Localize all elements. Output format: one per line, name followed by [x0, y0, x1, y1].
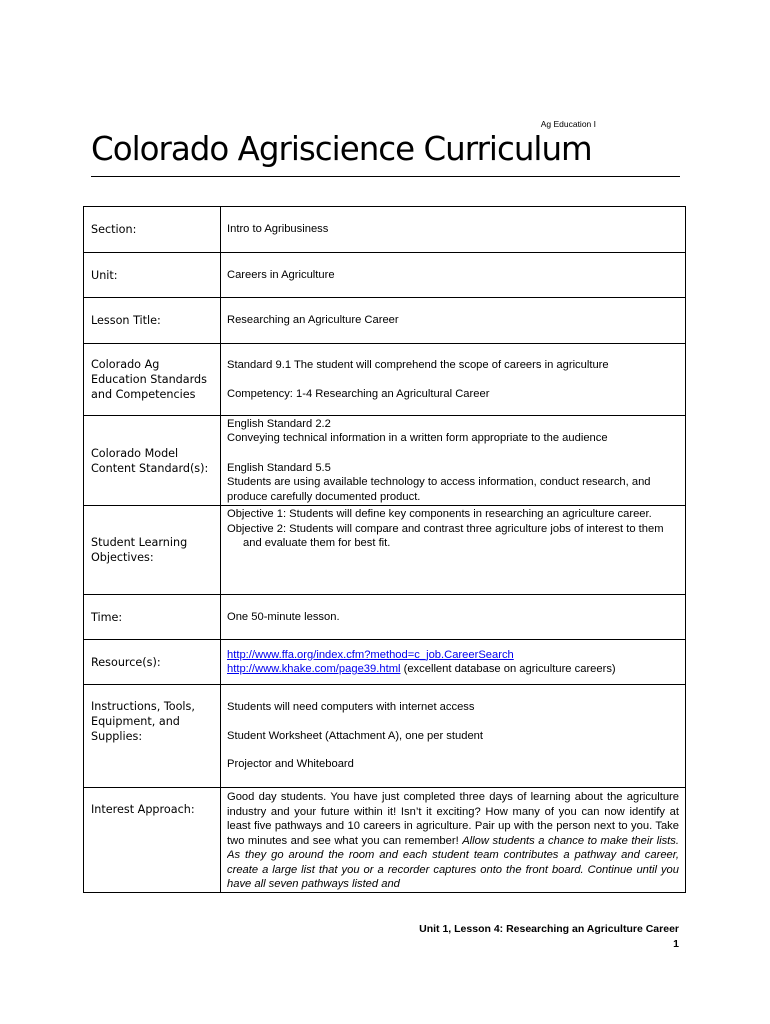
- page-title: Colorado Agriscience Curriculum: [91, 130, 592, 168]
- content-standards-label: Colorado Model Content Standard(s):: [84, 416, 221, 506]
- interest-approach-value: [221, 788, 686, 893]
- supply-item: Students will need computers with internet access: [227, 701, 475, 714]
- instructions-value: [221, 685, 686, 788]
- standards-value: [221, 344, 686, 416]
- content-standards-value: [221, 416, 686, 506]
- table-row: [84, 344, 686, 416]
- competency-text: Competency: 1-4 Researching an Agricultural Career: [227, 387, 490, 400]
- table-row: [84, 298, 686, 344]
- table-row: [84, 416, 686, 506]
- supply-item: Student Worksheet (Attachment A), one per student: [227, 729, 484, 742]
- section-value: Intro to Agribusiness: [221, 207, 686, 253]
- table-row: [84, 207, 686, 253]
- unit-label: Unit:: [84, 253, 221, 298]
- footer-lesson: Unit 1, Lesson 4: Researching an Agriculture Career: [419, 923, 679, 935]
- resources-label: Resource(s):: [84, 640, 221, 685]
- table-row: [84, 788, 686, 893]
- interest-approach-text: [227, 788, 679, 892]
- title-divider: [91, 176, 680, 177]
- objective-1: Objective 1: Students will define key components in researching an agriculture career.: [227, 508, 652, 520]
- instructions-label: Instructions, Tools, Equipment, and Supplies:: [84, 685, 221, 788]
- english-standard-2-text: Students are using available technology to access information, conduct research, and produce carefully documented product.: [227, 476, 651, 503]
- interest-italic-text: Allow students a chance to make their lists. As they go around the room and each student team contributes a pathway and career, create a large list that you or a recorder captures onto the front board. Continue until you have all seven pathways listed and: [227, 834, 679, 890]
- lesson-title-value: Researching an Agriculture Career: [221, 298, 686, 344]
- interest-plain-text: Good day students. You have just completed three days of learning about the agriculture industry and your future within it! Isn’t it exciting? How many of you can now identify at least five pathways and 10 careers in agriculture. Pair up with the person next to you. Take two minutes and see what you can remember!: [227, 791, 679, 847]
- supply-item: Projector and Whiteboard: [227, 758, 354, 771]
- interest-approach-label: Interest Approach:: [84, 788, 221, 893]
- time-label: Time:: [84, 595, 221, 640]
- header-tag: Ag Education I: [540, 119, 596, 129]
- page-footer: [380, 922, 679, 952]
- standard-text: Standard 9.1 The student will comprehend the scope of careers in agriculture: [227, 359, 609, 371]
- english-standard-1-text: Conveying technical information in a written form appropriate to the audience: [227, 432, 608, 445]
- khake-link-note: (excellent database on agriculture careers): [400, 663, 616, 675]
- time-value: One 50-minute lesson.: [221, 595, 686, 640]
- standards-label: Colorado Ag Education Standards and Competencies: [84, 344, 221, 416]
- table-row: [84, 685, 686, 788]
- english-standard-2-title: English Standard 5.5: [227, 461, 331, 474]
- page-number: 1: [673, 938, 679, 950]
- lesson-title-label: Lesson Title:: [84, 298, 221, 344]
- objectives-value: [221, 506, 686, 595]
- table-row: [84, 595, 686, 640]
- khake-careers-link[interactable]: http://www.khake.com/page39.html: [227, 663, 401, 675]
- section-label: Section:: [84, 207, 221, 253]
- objectives-label: Student Learning Objectives:: [84, 506, 221, 595]
- objective-2: Objective 2: Students will compare and contrast three agriculture jobs of interest to them and evaluate them for best fit.: [227, 522, 664, 549]
- lesson-table: [83, 206, 686, 893]
- unit-value: Careers in Agriculture: [221, 253, 686, 298]
- table-row: [84, 506, 686, 595]
- table-row: [84, 253, 686, 298]
- english-standard-1-title: English Standard 2.2: [227, 417, 331, 430]
- table-row: [84, 640, 686, 685]
- resources-value: [221, 640, 686, 685]
- ffa-career-search-link[interactable]: http://www.ffa.org/index.cfm?method=c_job.CareerSearch: [227, 648, 514, 661]
